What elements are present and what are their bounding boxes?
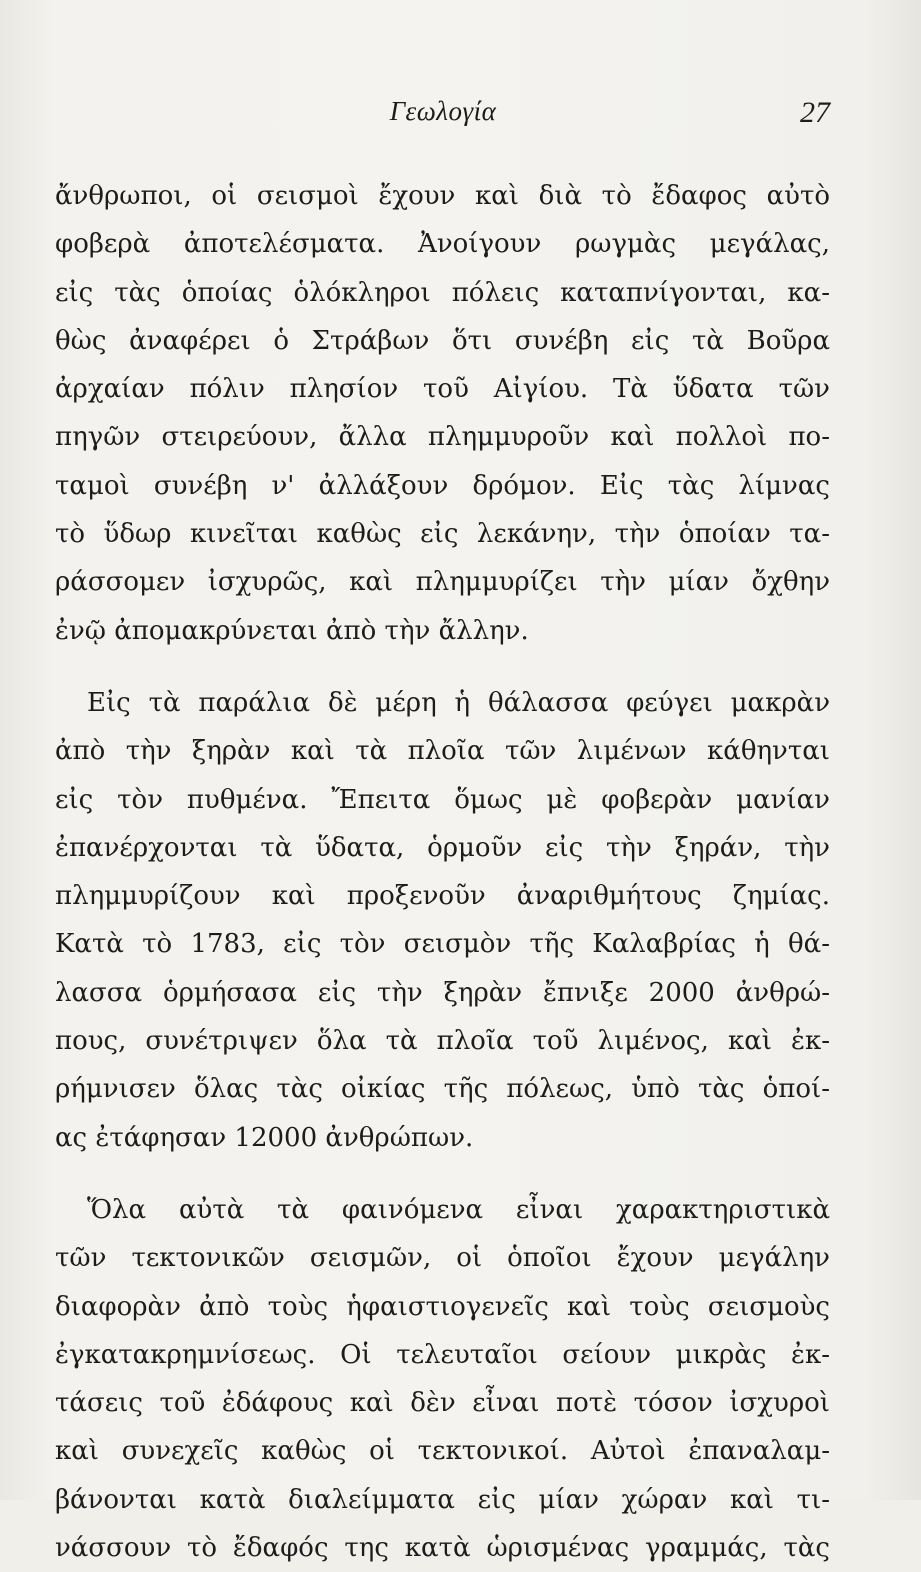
text-line: ταμοὶ συνέβη ν' ἀλλάξουν δρόμον. Εἰς τὰς λίμνας (55, 470, 830, 501)
text-line: Κατὰ τὸ 1783, εἰς τὸν σεισμὸν τῆς Καλαβρίας ἡ θά- (55, 929, 830, 960)
running-title: Γεωλογία (389, 96, 497, 126)
text-line: Εἰς τὰ παράλια δὲ μέρη ἡ θάλασσα φεύγει μακρὰν (87, 687, 830, 718)
paragraph-3 (55, 1186, 830, 1572)
text-line: πλημμυρίζουν καὶ προξενοῦν ἀναριθμήτους ζημίας. (55, 881, 830, 912)
text-line: φοβερὰ ἀποτελέσματα. Ἀνοίγουν ρωγμὰς μεγάλας, (55, 229, 830, 260)
text-line: διαφορὰν ἀπὸ τοὺς ἡφαιστιογενεῖς καὶ τοὺς σεισμοὺς (55, 1291, 830, 1322)
paragraph-gap (55, 1162, 830, 1186)
text-line: ἄνθρωποι, οἱ σεισμοὶ ἔχουν καὶ διὰ τὸ ἔδαφος αὐτὸ (55, 181, 830, 211)
text-line: τῶν τεκτονικῶν σεισμῶν, οἱ ὁποῖοι ἔχουν μεγάλην (55, 1243, 830, 1274)
text-line: λασσα ὁρμήσασα εἰς τὴν ξηρὰν ἔπνιξε 2000 ἀνθρώ- (55, 977, 830, 1008)
text-line: ας ἐτάφησαν 12000 ἀνθρώπων. (55, 1122, 474, 1153)
text-line: εἰς τὸν πυθμένα. Ἔπειτα ὅμως μὲ φοβερὰν μανίαν (55, 784, 830, 815)
text-line: βάνονται κατὰ διαλείμματα εἰς μίαν χώραν καὶ τι- (55, 1484, 830, 1515)
text-line: Ὅλα αὐτὰ τὰ φαινόμενα εἶναι χαρακτηριστικὰ (87, 1194, 830, 1225)
text-line: ἐνῷ ἀπομακρύνεται ἀπὸ τὴν ἄλλην. (55, 615, 529, 646)
running-head (56, 96, 830, 140)
text-line: θὼς ἀναφέρει ὁ Στράβων ὅτι συνέβη εἰς τὰ Βοῦρα (55, 325, 830, 356)
paragraph-gap (55, 655, 830, 679)
text-line: ἀπὸ τὴν ξηρὰν καὶ τὰ πλοῖα τῶν λιμένων κάθηνται (55, 736, 830, 767)
text-line: καὶ συνεχεῖς καθὼς οἱ τεκτονικοί. Αὐτοὶ ἐπαναλαμ- (55, 1436, 830, 1467)
text-line: τάσεις τοῦ ἐδάφους καὶ δὲν εἶναι ποτὲ τόσον ἰσχυροὶ (55, 1388, 830, 1419)
paragraph-1 (55, 172, 830, 655)
text-line: πηγῶν στειρεύουν, ἄλλα πλημμυροῦν καὶ πολλοὶ πο- (55, 422, 830, 453)
paragraph-2 (55, 679, 830, 1162)
text-line: ἐπανέρχονται τὰ ὕδατα, ὁρμοῦν εἰς τὴν ξηράν, τὴν (55, 832, 830, 863)
body-text (55, 172, 830, 1572)
text-line: ἀρχαίαν πόλιν πλησίον τοῦ Αἰγίου. Τὰ ὕδατα τῶν (55, 374, 830, 405)
text-line: τὸ ὕδωρ κινεῖται καθὼς εἰς λεκάνην, τὴν ὁποίαν τα- (55, 519, 830, 550)
text-line: νάσσουν τὸ ἔδαφός της κατὰ ὡρισμένας γραμμάς, τὰς (55, 1533, 830, 1564)
page-number: 27 (800, 96, 830, 129)
text-line: πους, συνέτριψεν ὅλα τὰ πλοῖα τοῦ λιμένος, καὶ ἐκ- (55, 1026, 830, 1057)
text-line: ρήμνισεν ὅλας τὰς οἰκίας τῆς πόλεως, ὑπὸ τὰς ὁποί- (55, 1074, 830, 1105)
text-line: εἰς τὰς ὁποίας ὁλόκληροι πόλεις καταπνίγονται, κα- (55, 277, 830, 308)
text-line: ἐγκατακρημνίσεως. Οἱ τελευταῖοι σείουν μικρὰς ἐκ- (55, 1339, 830, 1370)
text-line: ράσσομεν ἰσχυρῶς, καὶ πλημμυρίζει τὴν μίαν ὄχθην (55, 567, 830, 598)
